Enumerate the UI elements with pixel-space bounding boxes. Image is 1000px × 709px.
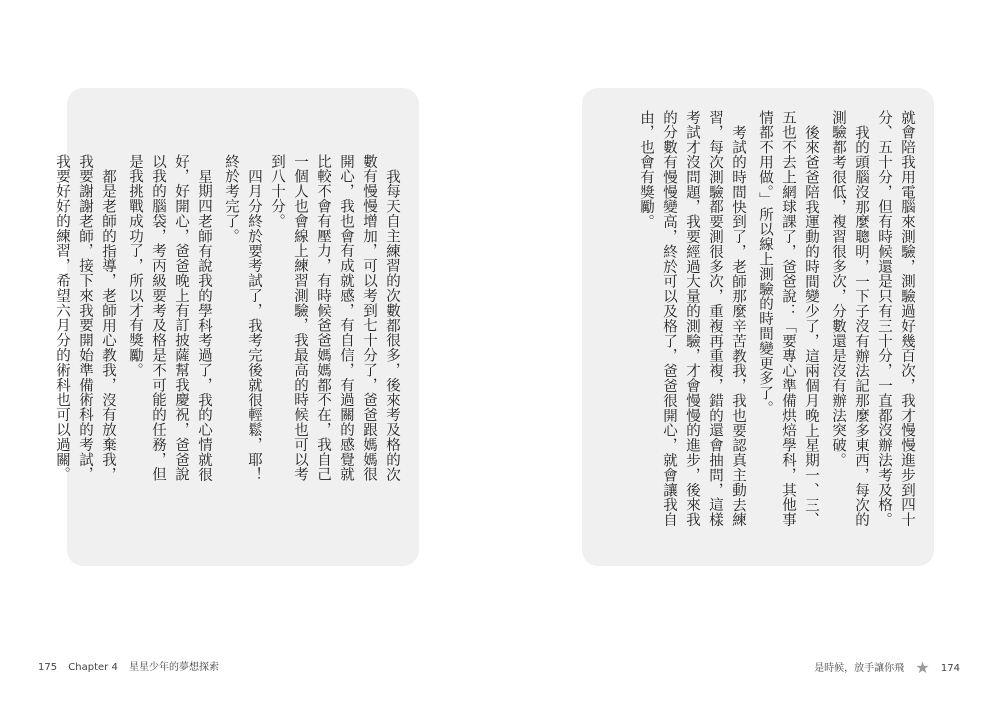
paragraph: 我每天自主練習的次數都很多，後來考及格的次數有慢慢增加，可以考到七十分了，爸爸跟媽媽很開心，我也會有成就感，有自信，有過關的感覺就比較不會有壓力，有時候爸爸媽媽都不在，我自己一個人也會線上練習測驗，我最高的時候也可以考到八十分。 (269, 154, 400, 482)
chapter-label: Chapter 4 (68, 662, 118, 673)
right-page-card (582, 88, 934, 566)
paragraph: 後來爸爸陪我運動的時間變少了，這兩個月晚上星期一、三、五也不去上網球課了，爸爸說：「要專心準備烘焙學科，其他事情都不用做。」所以線上測驗的時間變更多了。 (757, 110, 819, 528)
right-page-body (630, 110, 918, 540)
paragraph: 星期四老師有說我的學科考過了，我的心情就很好，好開心，爸爸晚上有訂披薩幫我慶祝，爸爸說以我的腦袋，考丙級要考及格是不可能的任務，但是我挑戰成功了，所以才有獎勵。 (127, 154, 212, 482)
paragraph: 都是老師的指導，老師用心教我，沒有放棄我，我要謝謝老師，接下來我要開始準備術科的考試，我要好好的練習，希望六月分的術科也可以過關。 (54, 154, 116, 482)
paragraph: 我的頭腦沒那麼聰明，一下子沒有辦法記那麼多東西，每次的測驗都考很低，複習很多次，分數還是沒有辦法突破。 (830, 110, 869, 527)
page-number: 174 (940, 663, 960, 674)
left-page-body (46, 154, 403, 484)
page-number: 175 (38, 662, 58, 673)
star-icon: ★ (915, 658, 930, 677)
left-footer (38, 658, 227, 673)
book-title: 是時候，放手讓你飛 (814, 663, 905, 674)
paragraph: 就會陪我用電腦來測驗，測驗過好幾百次，我才慢慢進步到四十分、五十分，但有時候還是只有三十分，一直都沒辦法考及格。 (876, 110, 915, 528)
right-footer (806, 658, 960, 677)
paragraph: 考試的時間快到了，老師那麼辛苦教我，我也要認真主動去練習，每次測驗都要測很多次，重複再重複，錯的還會抽問，這樣考試才沒問題，我要經過大量的測驗，才會慢慢的進步，後來我的分數有慢慢變高，終於可以及格了，爸爸很開心，就會讓我自由，也會有獎勵。 (638, 110, 746, 528)
chapter-title: 星星少年的夢想探索 (129, 662, 219, 673)
left-page-card (54, 88, 419, 566)
paragraph: 四月分終於要考試了，我考完後就很輕鬆，耶！終於考完了。 (223, 154, 262, 482)
